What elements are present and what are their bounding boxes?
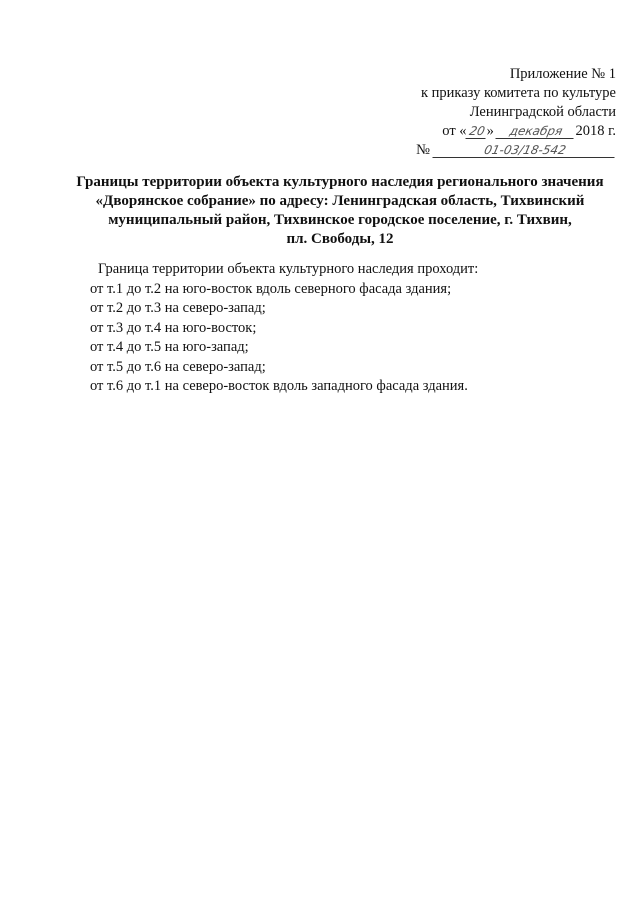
- document-title: [60, 173, 620, 249]
- date-mid: »: [486, 123, 494, 139]
- title-line-1: Границы территории объекта культурного наследия регионального значения: [76, 174, 604, 190]
- number-prefix: №: [416, 142, 430, 158]
- appendix-number-line: [356, 141, 616, 160]
- date-year: 2018 г.: [575, 123, 616, 139]
- title-line-2: «Дворянское собрание» по адресу: Ленинградская область, Тихвинский: [95, 193, 585, 209]
- boundary-segment: от т.4 до т.5 на юго-запад;: [90, 339, 249, 355]
- handwritten-order-number: 01-03/18-542: [432, 143, 617, 158]
- handwritten-date-day: 20: [465, 124, 488, 139]
- boundary-segment: от т.6 до т.1 на северо-восток вдоль западного фасада здания.: [90, 378, 468, 394]
- appendix-region: Ленинградской области: [469, 104, 616, 120]
- appendix-date-line: [356, 122, 616, 141]
- boundary-segment: от т.2 до т.3 на северо-запад;: [90, 300, 266, 316]
- boundary-intro: Граница территории объекта культурного наследия проходит:: [98, 261, 479, 277]
- title-line-4: пл. Свободы, 12: [286, 231, 394, 247]
- boundary-segment: от т.5 до т.6 на северо-запад;: [90, 358, 266, 375]
- boundary-segment: от т.3 до т.4 на юго-восток;: [90, 319, 257, 336]
- boundary-description: [90, 260, 610, 397]
- appendix-order-ref: к приказу комитета по культуре: [420, 85, 616, 101]
- title-line-3: муниципальный район, Тихвинское городское поселение, г. Тихвин,: [108, 212, 572, 228]
- handwritten-date-month: декабря: [496, 124, 577, 139]
- appendix-number: Приложение № 1: [509, 66, 616, 82]
- boundary-segment: от т.1 до т.2 на юго-восток вдоль северного фасада здания;: [90, 280, 452, 297]
- date-prefix: от «: [442, 123, 467, 139]
- appendix-block: [356, 65, 616, 160]
